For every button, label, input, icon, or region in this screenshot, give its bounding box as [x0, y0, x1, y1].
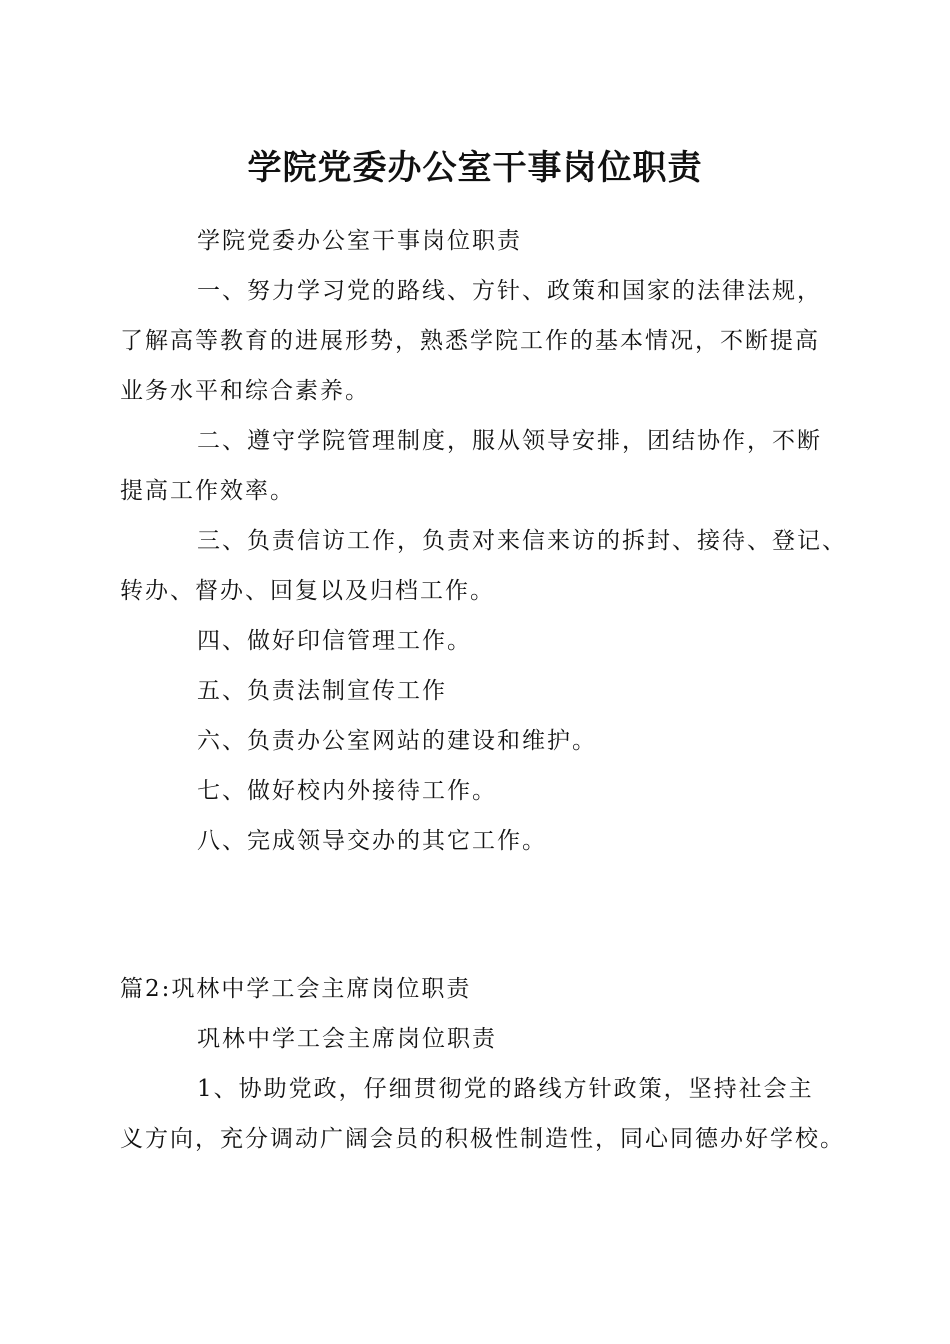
section-2-body	[120, 964, 850, 1164]
section-2-para-1-line-2: 义方向，充分调动广阔会员的积极性制造性，同心同德办好学校。	[120, 1126, 845, 1152]
section-1-para-3-line-1: 三、负责信访工作，负责对来信来访的拆封、接待、登记、	[197, 528, 847, 554]
section-2-subtitle: 巩林中学工会主席岗位职责	[197, 1026, 497, 1052]
section-1-para-4: 四、做好印信管理工作。	[197, 628, 472, 654]
section-1-para-7: 七、做好校内外接待工作。	[197, 778, 497, 804]
section-1-para-2-line-2: 提高工作效率。	[120, 478, 295, 504]
section-2-heading: 篇2:巩林中学工会主席岗位职责	[120, 976, 472, 1002]
section-1-para-2-line-1: 二、遵守学院管理制度，服从领导安排，团结协作，不断	[197, 428, 822, 454]
section-1-body	[120, 216, 850, 866]
document-title: 学院党委办公室干事岗位职责	[247, 148, 703, 188]
section-2-para-1-line-1: 1、协助党政，仔细贯彻党的路线方针政策，坚持社会主	[197, 1076, 814, 1102]
section-1-para-1-line-2: 了解高等教育的进展形势，熟悉学院工作的基本情况，不断提高	[120, 328, 820, 354]
section-1-para-8: 八、完成领导交办的其它工作。	[197, 828, 547, 854]
section-1-subtitle: 学院党委办公室干事岗位职责	[197, 228, 522, 254]
section-1-para-1-line-1: 一、努力学习党的路线、方针、政策和国家的法律法规，	[197, 278, 822, 304]
section-1-para-1-line-3: 业务水平和综合素养。	[120, 378, 370, 404]
section-1-para-6: 六、负责办公室网站的建设和维护。	[197, 728, 597, 754]
section-1-para-3-line-2: 转办、督办、回复以及归档工作。	[120, 578, 495, 604]
section-1-para-5: 五、负责法制宣传工作	[197, 678, 447, 704]
